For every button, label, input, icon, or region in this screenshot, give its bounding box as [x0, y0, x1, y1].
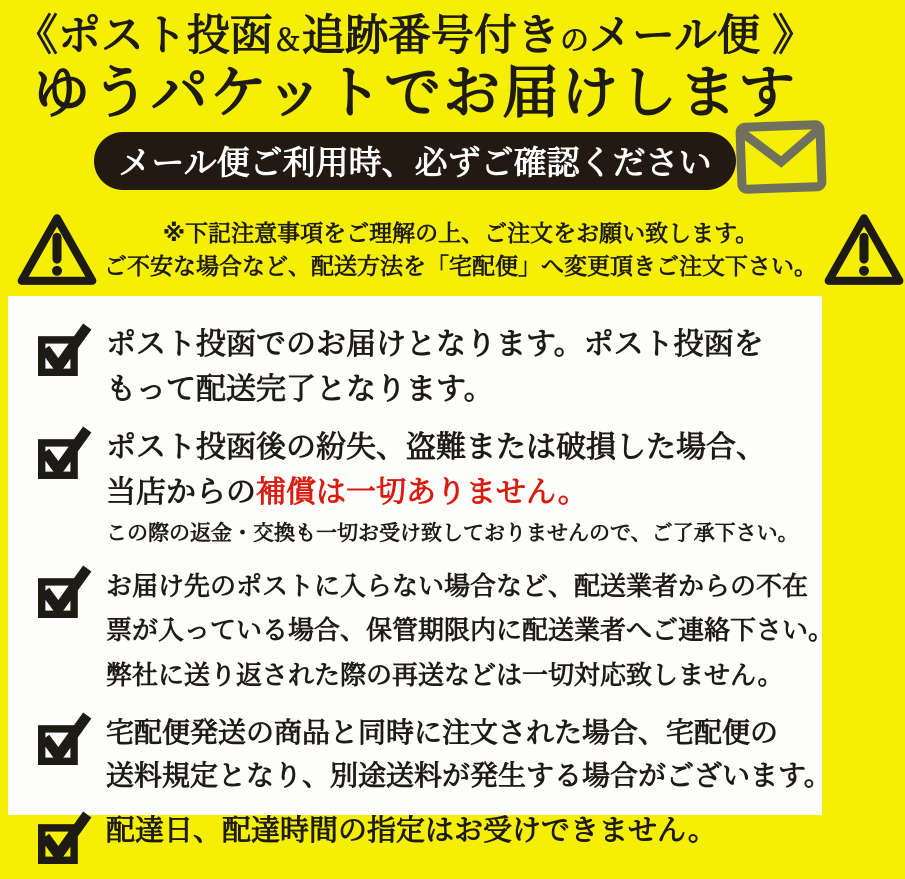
notice-item — [38, 810, 800, 879]
notice-item-text — [106, 711, 832, 798]
warning-triangle-icon — [823, 212, 905, 288]
attention-banner — [94, 132, 736, 190]
header-line1 — [0, 12, 830, 60]
notice-item — [38, 711, 832, 798]
notice-line — [106, 518, 799, 551]
warning-row — [0, 210, 830, 288]
banner-row — [0, 132, 830, 210]
notice-item-text — [106, 322, 764, 412]
header-line1-part: メール便 》 — [588, 12, 816, 60]
header — [0, 0, 830, 126]
notice-item-text — [106, 564, 834, 698]
notice-list — [38, 322, 835, 879]
notice-line — [106, 754, 832, 797]
notice-item — [38, 425, 800, 551]
checkbox-checked-icon — [38, 567, 88, 698]
notice-segment: ポスト投函でのお届けとなります。ポスト投函を — [106, 327, 764, 361]
notice-segment: 弊社に送り返された際の再送などは一切対応致しません。 — [106, 659, 784, 690]
header-line1-part: 追跡番号付き — [301, 12, 560, 60]
checkbox-checked-icon — [38, 714, 88, 798]
warning-text — [104, 217, 817, 283]
notice-line — [106, 322, 764, 367]
notice-highlight-red: 補償は一切ありません。 — [256, 475, 588, 509]
warning-line1: ※下記注意事項をご理解の上、ご注文をお願い致します。 — [162, 219, 759, 246]
notice-line — [106, 367, 764, 412]
header-line1-ampersand: ＆ — [272, 25, 302, 57]
notice-line — [106, 711, 832, 754]
notice-item-text — [106, 810, 717, 879]
notice-segment: 配達日、配達時間の指定はお受けできません。 — [106, 815, 717, 848]
header-line1-part: 《ポスト投函 — [14, 12, 273, 60]
notice-item — [38, 322, 800, 412]
notice-segment: ポスト投函後の紛失、盗難または破損した場合、 — [106, 430, 766, 464]
notice-item-text — [106, 425, 799, 551]
notice-line — [106, 608, 834, 653]
notice-segment: この際の返金・交換も一切お受け致しておりませんので、ご了承下さい。 — [106, 521, 799, 545]
notice-line — [106, 470, 799, 515]
notice-line — [106, 810, 717, 854]
checkbox-checked-icon — [38, 325, 88, 412]
notice-segment: 宅配便発送の商品と同時に注文された場合、宅配便の — [106, 716, 779, 748]
envelope-icon — [734, 118, 829, 195]
attention-banner-label: メール便ご利用時、必ずご確認ください — [118, 144, 712, 182]
warning-line2: ご不安な場合など、配送方法を「宅配便」へ変更頂きご注文下さい。 — [104, 252, 817, 279]
header-line2: ゆうパケットでお届けします — [32, 61, 798, 126]
notice-segment: もって配送完了となります。 — [106, 372, 494, 406]
notice-segment: 当店からの — [106, 475, 256, 509]
notice-box — [8, 296, 835, 848]
notice-line — [106, 564, 834, 609]
notice-segment: 送料規定となり、別途送料が発生する場合がございます。 — [106, 760, 832, 792]
checkbox-checked-icon — [38, 428, 88, 551]
notice-segment: 票が入っている場合、保管期限内に配送業者へご連絡下さい。 — [106, 615, 835, 646]
warning-triangle-icon — [16, 212, 98, 288]
notice-segment: お届け先のポストに入らない場合など、配送業者からの不在 — [106, 570, 809, 601]
checkbox-checked-icon — [38, 813, 88, 879]
header-line1-no: の — [559, 25, 589, 57]
notice-line — [106, 653, 834, 698]
notice-line — [106, 425, 799, 470]
notice-item — [38, 564, 835, 698]
